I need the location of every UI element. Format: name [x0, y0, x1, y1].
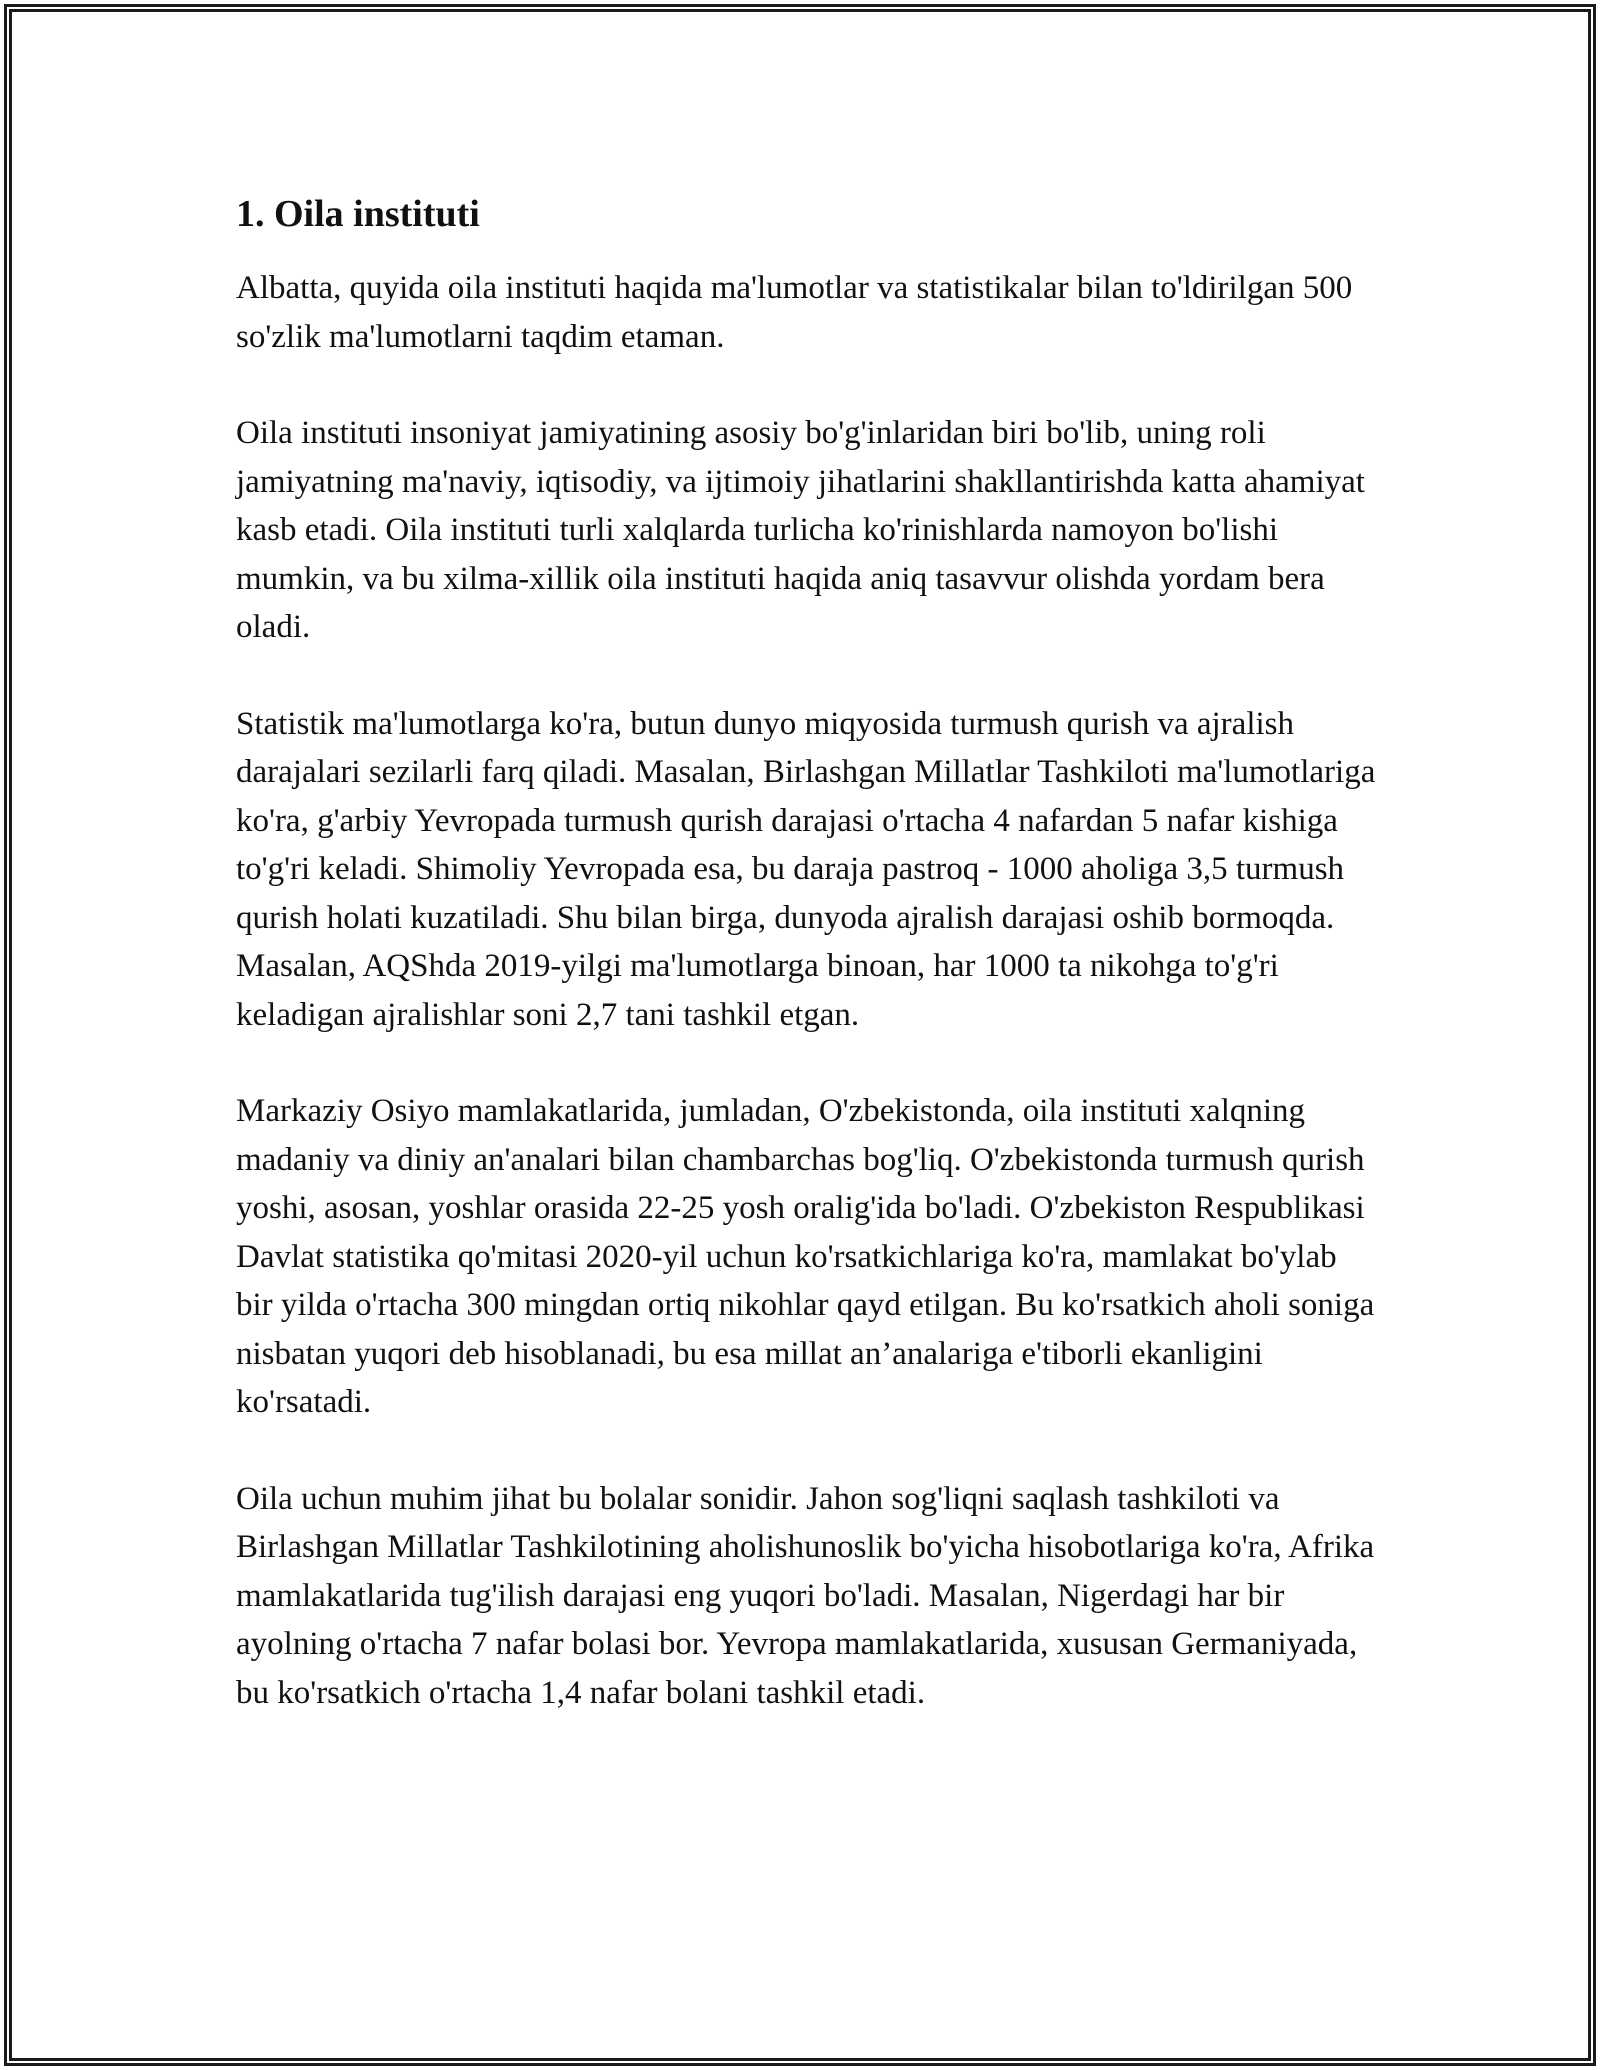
document-body: [236, 186, 1376, 1765]
paragraph-birth-rates: Oila uchun muhim jihat bu bolalar sonidir. Jahon sog'liqni saqlash tashkiloti va Birlashgan Millatlar Tashkilotining aholishunoslik bo'yicha hisobotlariga ko'ra, Afrika mamlakatlarida tug'ilish darajasi eng yuqori bo'ladi. Masalan, Nigerdagi har bir ayolning o'rtacha 7 nafar bolasi bor. Yevropa mamlakatlarida, xususan Germaniyada, bu ko'rsatkich o'rtacha 1,4 nafar bolani tashkil etadi.: [236, 1480, 1375, 1711]
paragraph-central-asia: Markaziy Osiyo mamlakatlarida, jumladan, O'zbekistonda, oila instituti xalqning madaniy va diniy an'analari bilan chambarchas bog'liq. O'zbekistonda turmush qurish yoshi, asosan, yoshlar orasida 22-25 yosh oralig'ida bo'ladi. O'zbekiston Respublikasi Davlat statistika qo'mitasi 2020-yil uchun ko'rsatkichlariga ko'ra, mamlakat bo'ylab bir yilda o'rtacha 300 mingdan ortiq nikohlar qayd etilgan. Bu ko'rsatkich aholi soniga nisbatan yuqori deb hisoblanadi, bu esa millat an’analariga e'tiborli ekanligini ko'rsatadi.: [236, 1093, 1375, 1420]
section-heading: 1. Oila instituti: [236, 193, 480, 235]
paragraph-intro: Albatta, quyida oila instituti haqida ma'lumotlar va statistikalar bilan to'ldirilgan 500 so'zlik ma'lumotlarni taqdim etaman.: [236, 270, 1353, 355]
paragraph-marriage-statistics: Statistik ma'lumotlarga ko'ra, butun dunyo miqyosida turmush qurish va ajralish darajalari sezilarli farq qiladi. Masalan, Birlashgan Millatlar Tashkiloti ma'lumotlariga ko'ra, g'arbiy Yevropada turmush qurish darajasi o'rtacha 4 nafardan 5 nafar kishiga to'g'ri keladi. Shimoliy Yevropada esa, bu daraja pastroq - 1000 aholiga 3,5 turmush qurish holati kuzatiladi. Shu bilan birga, dunyoda ajralish darajasi oshib bormoqda. Masalan, AQShda 2019-yilgi ma'lumotlarga binoan, har 1000 ta nikohga to'g'ri keladigan ajralishlar soni 2,7 tani tashkil etgan.: [236, 705, 1376, 1033]
paragraph-family-institution: Oila instituti insoniyat jamiyatining asosiy bo'g'inlaridan biri bo'lib, uning roli jamiyatning ma'naviy, iqtisodiy, va ijtimoiy jihatlarini shakllantirishda katta ahamiyat kasb etadi. Oila instituti turli xalqlarda turlicha ko'rinishlarda namoyon bo'lishi mumkin, va bu xilma-xillik oila instituti haqida aniq tasavvur olishda yordam bera oladi.: [236, 415, 1365, 645]
